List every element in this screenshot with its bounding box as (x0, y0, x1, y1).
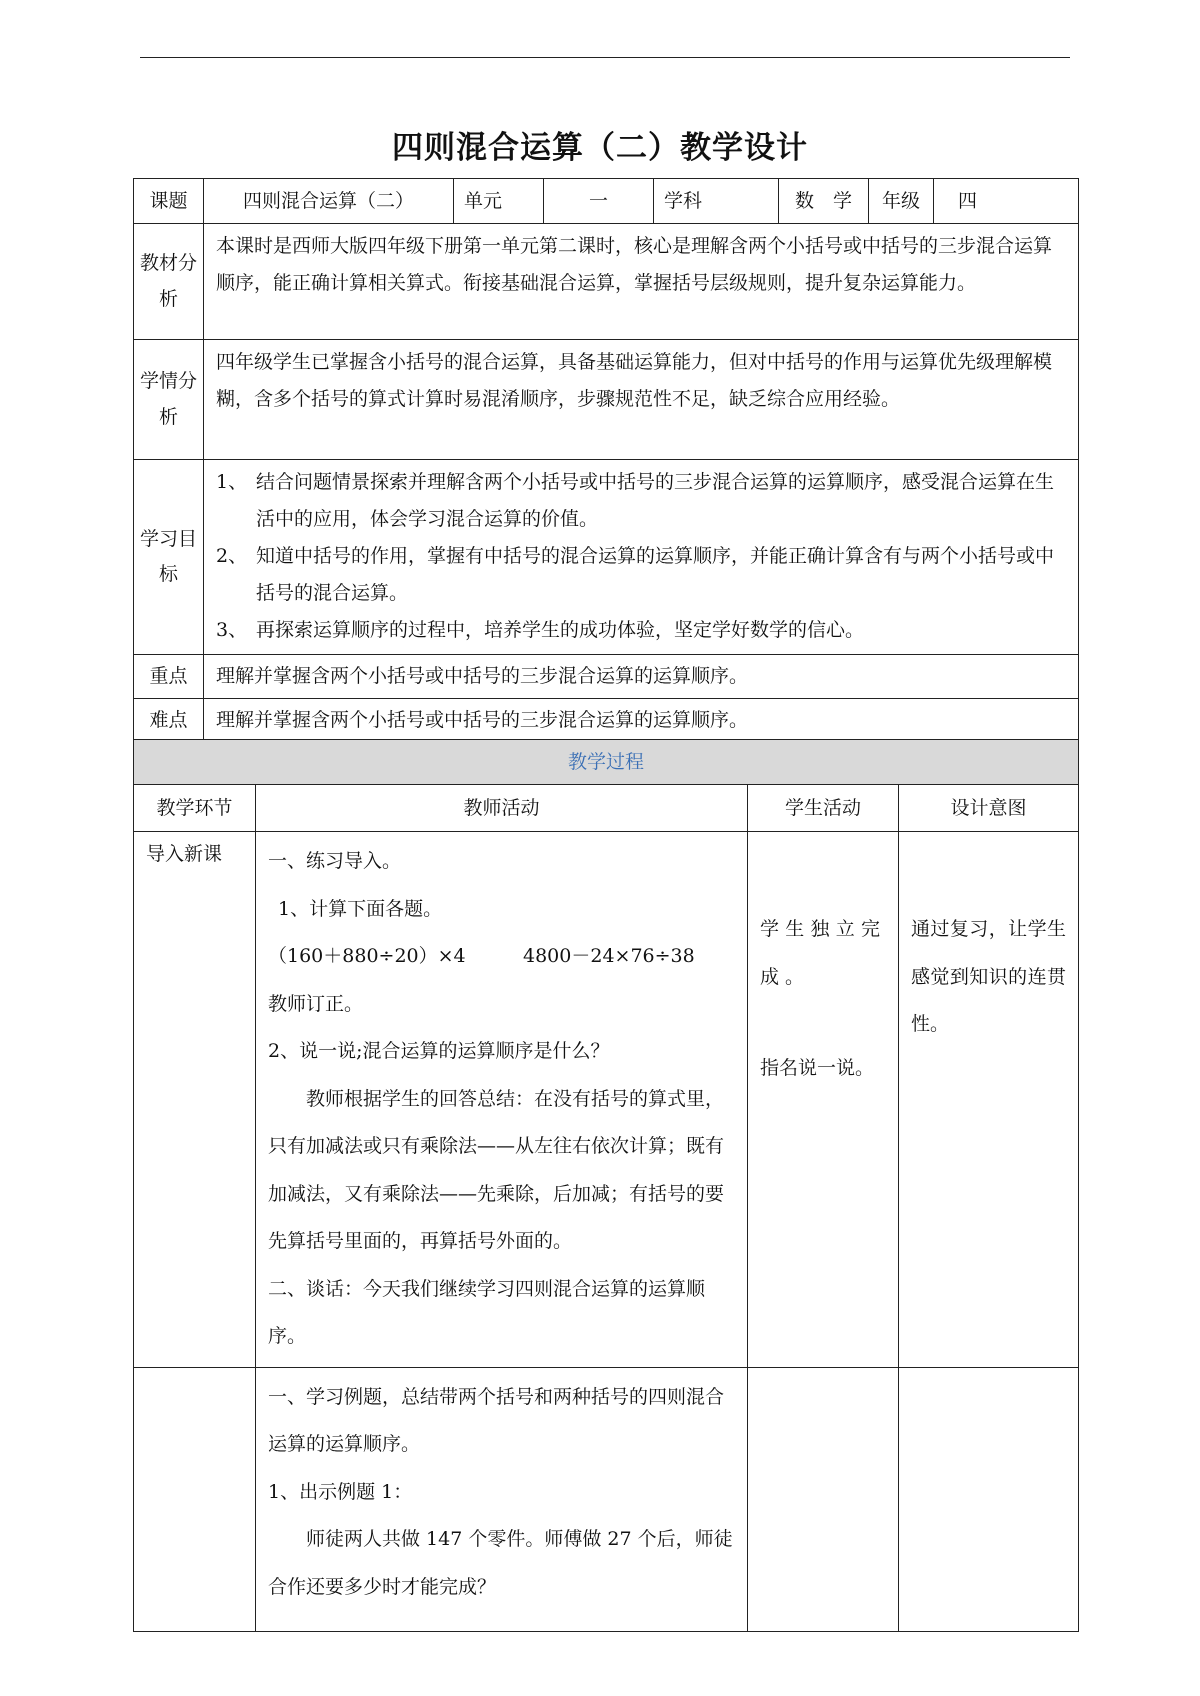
column-header-student: 学生活动 (748, 785, 899, 832)
teacher-line: 二、谈话：今天我们继续学习四则混合运算的运算顺序。 (268, 1277, 706, 1347)
stage-row-intro (134, 832, 1079, 1368)
objective-text: 结合问题情景探索并理解含两个小括号或中括号的三步混合运算的运算顺序，感受混合运算在生活中的应用，体会学习混合运算的价值。 (256, 471, 1055, 531)
stage-row-new (134, 1367, 1079, 1631)
student-line: 学生独立完成。 (760, 918, 886, 988)
key-point-row (134, 655, 1079, 699)
difficult-point-text: 理解并掌握含两个小括号或中括号的三步混合运算的运算顺序。 (204, 699, 1079, 743)
student-activity (748, 832, 899, 1368)
grade-value: 四 (934, 179, 1079, 224)
header-rule (140, 57, 1070, 58)
info-header-row (134, 179, 1079, 224)
topic-label: 课题 (134, 179, 204, 224)
material-text: 本课时是西师大版四年级下册第一单元第二课时，核心是理解含两个小括号或中括号的三步混合运算顺序，能正确计算相关算式。衔接基础混合运算，掌握括号层级规则，提升复杂运算能力。 (204, 224, 1079, 340)
teacher-line: 一、学习例题，总结带两个括号和两种括号的四则混合运算的运算顺序。 (268, 1385, 725, 1455)
teacher-line: 一、练习导入。 (268, 850, 402, 872)
material-label: 教材分析 (134, 224, 204, 340)
formula-a: （160＋880÷20）×4 (268, 945, 466, 967)
teacher-activity (256, 832, 748, 1368)
subject-label: 学科 (654, 179, 779, 224)
grade-label: 年级 (869, 179, 934, 224)
objective-item (216, 612, 1066, 649)
topic-value: 四则混合运算（二） (204, 179, 454, 224)
teacher-activity (256, 1367, 748, 1631)
stage-name (134, 1367, 256, 1631)
process-table (133, 739, 1079, 1632)
column-header-intent: 设计意图 (899, 785, 1079, 832)
example-problem: 师徒两人共做 147 个零件。师傅做 27 个后，师徒合作还要多少时才能完成？ (268, 1528, 733, 1598)
teacher-line: 教师订正。 (268, 992, 364, 1015)
column-header-teacher: 教师活动 (256, 785, 748, 832)
objective-text: 再探索运算顺序的过程中，培养学生的成功体验，坚定学好数学的信心。 (256, 619, 865, 642)
student-activity (748, 1367, 899, 1631)
process-banner: 教学过程 (134, 740, 1079, 785)
objective-number: 2、 (216, 545, 248, 568)
difficult-point-label: 难点 (134, 699, 204, 743)
subject-value: 数 学 (779, 179, 869, 224)
teacher-line: 2、说一说;混合运算的运算顺序是什么？ (268, 1040, 610, 1062)
teacher-line: 1、计算下面各题。 (278, 897, 443, 920)
info-table (133, 178, 1079, 743)
column-header-stage: 教学环节 (134, 785, 256, 832)
objectives-label: 学习目标 (134, 460, 204, 655)
objective-item (216, 538, 1066, 612)
unit-label: 单元 (454, 179, 544, 224)
objectives-list (204, 460, 1079, 655)
objective-number: 1、 (216, 471, 248, 493)
objective-number: 3、 (216, 619, 248, 642)
material-row (134, 224, 1079, 340)
stage-name: 导入新课 (134, 832, 256, 1368)
difficult-point-row (134, 699, 1079, 743)
objective-item (216, 464, 1066, 538)
formula-b: 4800－24×76÷38 (523, 945, 695, 967)
learner-text: 四年级学生已掌握含小括号的混合运算，具备基础运算能力，但对中括号的作用与运算优先级理解模糊，含多个括号的算式计算时易混淆顺序，步骤规范性不足，缺乏综合应用经验。 (204, 340, 1079, 460)
process-banner-row (134, 740, 1079, 785)
process-column-headers (134, 785, 1079, 832)
practice-formulas (268, 933, 735, 981)
learner-label: 学情分析 (134, 340, 204, 460)
objectives-row (134, 460, 1079, 655)
objective-text: 知道中括号的作用，掌握有中括号的混合运算的运算顺序，并能正确计算含有与两个小括号或中括号的混合运算。 (256, 545, 1055, 605)
teacher-line: 1、出示例题 1： (268, 1480, 413, 1503)
unit-value: 一 (544, 179, 654, 224)
teacher-summary: 教师根据学生的回答总结：在没有括号的算式里，只有加减法或只有乘除法——从左往右依次计算；既有加减法，又有乘除法——先乘除，后加减；有括号的要先算括号里面的，再算括号外面的。 (268, 1087, 725, 1252)
student-line: 指名说一说。 (760, 1057, 875, 1079)
design-intent: 通过复习，让学生感觉到知识的连贯性。 (899, 832, 1079, 1368)
key-point-label: 重点 (134, 655, 204, 699)
design-intent (899, 1367, 1079, 1631)
document-title: 四则混合运算（二）教学设计 (392, 130, 808, 166)
learner-row (134, 340, 1079, 460)
key-point-text: 理解并掌握含两个小括号或中括号的三步混合运算的运算顺序。 (204, 655, 1079, 699)
